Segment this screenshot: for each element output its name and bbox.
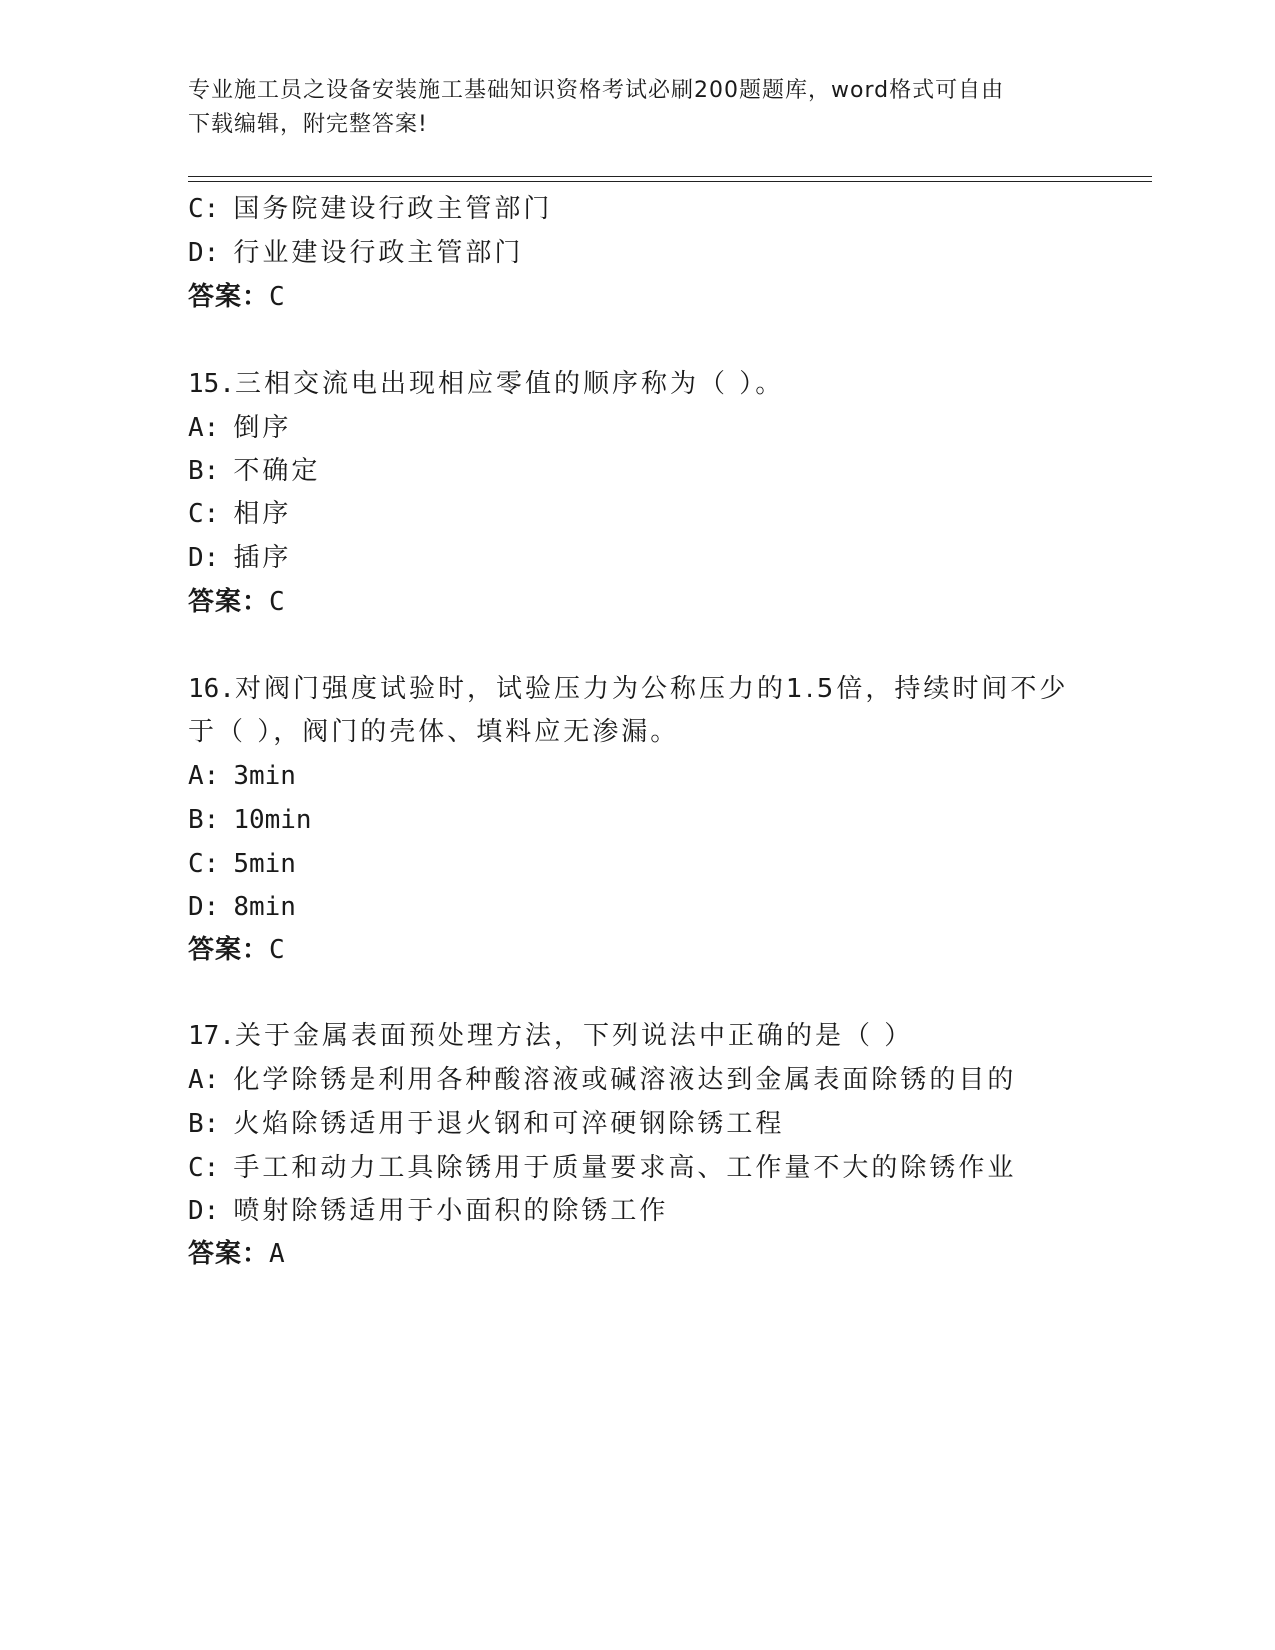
q16-stem-line-2 <box>188 715 679 749</box>
option-key: B: <box>188 456 220 486</box>
answer-value: C <box>269 935 286 965</box>
option-key: B: <box>188 805 220 835</box>
question-text: 关于金属表面预处理方法，下列说法中正确的是（ ） <box>234 1021 914 1051</box>
option-text: 插序 <box>233 543 292 573</box>
question-text: 对阀门强度试验时，试验压力为公称压力的1.5倍，持续时间不少 <box>234 674 1069 704</box>
q17-stem <box>188 1019 913 1053</box>
header-divider-top <box>188 176 1152 177</box>
option-key: C: <box>188 499 220 529</box>
answer-value: A <box>269 1239 286 1269</box>
q17-option-c <box>188 1151 1016 1185</box>
option-text: 倒序 <box>233 413 292 443</box>
answer-label: 答案： <box>188 587 270 617</box>
option-text: 喷射除锈适用于小面积的除锈工作 <box>233 1196 669 1226</box>
option-text: 行业建设行政主管部门 <box>233 238 524 268</box>
option-key: A: <box>188 1065 220 1095</box>
question-text: 三相交流电出现相应零值的顺序称为（ ）。 <box>234 369 785 399</box>
q17-answer <box>188 1237 286 1271</box>
q16-option-b <box>188 803 312 837</box>
q15-option-d <box>188 541 291 575</box>
option-text: 不确定 <box>233 456 321 486</box>
q16-answer <box>188 933 286 967</box>
option-key: D: <box>188 238 220 268</box>
q14-option-d <box>188 236 523 270</box>
option-text: 化学除锈是利用各种酸溶液或碱溶液达到金属表面除锈的目的 <box>233 1065 1017 1095</box>
header-line-1: 专业施工员之设备安装施工基础知识资格考试必刷200题题库，word格式可自由 <box>188 78 1005 103</box>
answer-label: 答案： <box>188 1239 270 1269</box>
option-key: D: <box>188 543 220 573</box>
q16-option-c <box>188 847 296 881</box>
q17-option-a <box>188 1063 1016 1097</box>
answer-value: C <box>269 587 286 617</box>
option-key: D: <box>188 892 220 922</box>
option-text: 火焰除锈适用于退火钢和可淬硬钢除锈工程 <box>233 1109 785 1139</box>
q16-stem-line-1 <box>188 672 1068 706</box>
answer-label: 答案： <box>188 282 270 312</box>
option-key: A: <box>188 761 220 791</box>
answer-value: C <box>269 282 286 312</box>
option-text: 相序 <box>233 499 292 529</box>
option-text: 8min <box>233 892 296 922</box>
q15-stem <box>188 367 784 401</box>
answer-label: 答案： <box>188 935 270 965</box>
option-text: 10min <box>233 805 312 835</box>
q17-option-b <box>188 1107 784 1141</box>
option-text: 5min <box>233 849 296 879</box>
q14-answer <box>188 280 286 314</box>
q15-option-b <box>188 454 320 488</box>
option-key: D: <box>188 1196 220 1226</box>
q16-option-d <box>188 890 296 924</box>
option-key: C: <box>188 849 220 879</box>
option-key: C: <box>188 194 220 224</box>
question-number: 17. <box>188 1021 235 1051</box>
header-divider-bottom <box>188 181 1152 182</box>
q17-option-d <box>188 1194 668 1228</box>
option-key: A: <box>188 413 220 443</box>
q15-answer <box>188 585 286 619</box>
document-header <box>188 74 1088 142</box>
option-key: C: <box>188 1153 220 1183</box>
option-text: 国务院建设行政主管部门 <box>233 194 553 224</box>
question-number: 16. <box>188 674 235 704</box>
option-text: 手工和动力工具除锈用于质量要求高、工作量不大的除锈作业 <box>233 1153 1017 1183</box>
q15-option-c <box>188 497 291 531</box>
option-text: 3min <box>233 761 296 791</box>
question-text: 于（ ），阀门的壳体、填料应无渗漏。 <box>188 717 680 747</box>
header-line-2: 下载编辑，附完整答案! <box>188 112 428 137</box>
option-key: B: <box>188 1109 220 1139</box>
q16-option-a <box>188 759 296 793</box>
q15-option-a <box>188 411 291 445</box>
question-number: 15. <box>188 369 235 399</box>
q14-option-c <box>188 192 552 226</box>
